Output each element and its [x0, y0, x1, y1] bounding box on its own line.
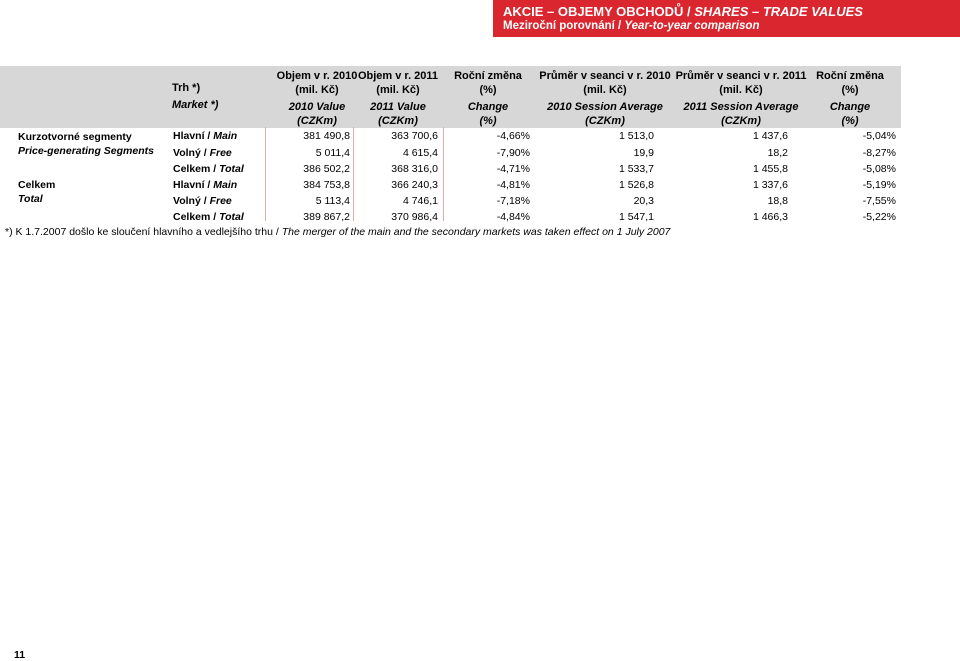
- header-col-5-cz: Průměr v seanci v r. 2011 (mil. Kč): [675, 70, 807, 96]
- header-col-3-en: Change (%): [467, 101, 509, 127]
- table-cell: -4,71%: [496, 163, 530, 175]
- table-cell: 1 547,1: [618, 211, 654, 223]
- page-number: 11: [14, 649, 26, 661]
- table-cell: 1 526,8: [618, 179, 654, 191]
- header-col-3-cz: Roční změna (%): [454, 70, 522, 96]
- table-cell: 1 513,0: [618, 130, 654, 142]
- header-col-1-en: 2010 Value (CZKm): [288, 101, 346, 127]
- table-cell: 20,3: [633, 195, 654, 207]
- group-label-en: Price-generating Segments: [18, 145, 154, 157]
- banner-title-italic: SHARES – TRADE VALUES: [694, 4, 863, 19]
- group-label-cz: Celkem: [18, 179, 56, 191]
- table-cell: 389 867,2: [303, 211, 350, 223]
- header-col-2-en: 2011 Value (CZKm): [370, 101, 426, 127]
- row-market-label: Celkem / Total: [173, 211, 244, 223]
- table-cell: -4,81%: [496, 179, 530, 191]
- footnote: *) K 1.7.2007 došlo ke sloučení hlavního a vedlejšího trhu / The merger of the main and the secondary markets was taken effect on 1 July 2007: [5, 226, 671, 238]
- header-col-4-cz: Průměr v seanci v r. 2010 (mil. Kč): [539, 70, 671, 96]
- banner-subtitle-italic: Year-to-year comparison: [624, 20, 760, 32]
- table-cell: 1 533,7: [618, 163, 654, 175]
- group-label-cz: Kurzotvorné segmenty: [18, 131, 132, 143]
- table-cell: 366 240,3: [391, 179, 438, 191]
- header-col-6-cz: Roční změna (%): [816, 70, 884, 96]
- table-cell: 5 011,4: [315, 147, 350, 159]
- header-market-en: Market *): [172, 99, 219, 111]
- row-market-label: Celkem / Total: [173, 163, 244, 175]
- table-cell: 370 986,4: [391, 211, 438, 223]
- table-cell: 386 502,2: [303, 163, 350, 175]
- row-market-label: Hlavní / Main: [173, 130, 238, 142]
- table-cell: 363 700,6: [391, 130, 438, 142]
- table-cell: -5,08%: [862, 163, 896, 175]
- table-cell: -7,90%: [496, 147, 530, 159]
- row-market-label: Volný / Free: [173, 195, 232, 207]
- table-cell: 1 466,3: [752, 211, 788, 223]
- table-cell: 19,9: [633, 147, 654, 159]
- table-cell: 1 437,6: [752, 130, 788, 142]
- table-cell: 1 455,8: [752, 163, 788, 175]
- header-col-5-en: 2011 Session Average (CZKm): [683, 101, 799, 127]
- title-banner: [493, 0, 960, 37]
- header-col-4-en: 2010 Session Average (CZKm): [547, 101, 663, 127]
- table-cell: -4,66%: [496, 130, 530, 142]
- table-cell: 18,2: [767, 147, 788, 159]
- banner-title: [503, 4, 960, 19]
- header-col-2-cz: Objem v r. 2011 (mil. Kč): [357, 70, 439, 96]
- table-cell: -5,19%: [862, 179, 896, 191]
- table-cell: -8,27%: [862, 147, 896, 159]
- table-cell: 4 746,1: [402, 195, 438, 207]
- table-cell: -5,04%: [862, 130, 896, 142]
- table-cell: 368 316,0: [391, 163, 438, 175]
- table-cell: 384 753,8: [303, 179, 350, 191]
- table-cell: 1 337,6: [752, 179, 788, 191]
- table-cell: 4 615,4: [402, 147, 438, 159]
- table-cell: 5 113,4: [315, 195, 350, 207]
- table-cell: -7,55%: [862, 195, 896, 207]
- header-col-6-en: Change (%): [829, 101, 871, 127]
- banner-subtitle: [503, 19, 960, 33]
- table-cell: 381 490,8: [303, 130, 350, 142]
- header-col-1-cz: Objem v r. 2010 (mil. Kč): [276, 70, 358, 96]
- table-cell: -5,22%: [862, 211, 896, 223]
- table-cell: -7,18%: [496, 195, 530, 207]
- table-cell: 18,8: [767, 195, 788, 207]
- group-label-en: Total: [18, 193, 43, 205]
- row-market-label: Hlavní / Main: [173, 179, 238, 191]
- row-market-label: Volný / Free: [173, 147, 232, 159]
- banner-title-plain: AKCIE – OBJEMY OBCHODŮ /: [503, 4, 695, 19]
- header-market-cz: Trh *): [172, 82, 201, 94]
- table-cell: -4,84%: [496, 211, 530, 223]
- banner-subtitle-plain: Meziroční porovnání /: [503, 20, 625, 32]
